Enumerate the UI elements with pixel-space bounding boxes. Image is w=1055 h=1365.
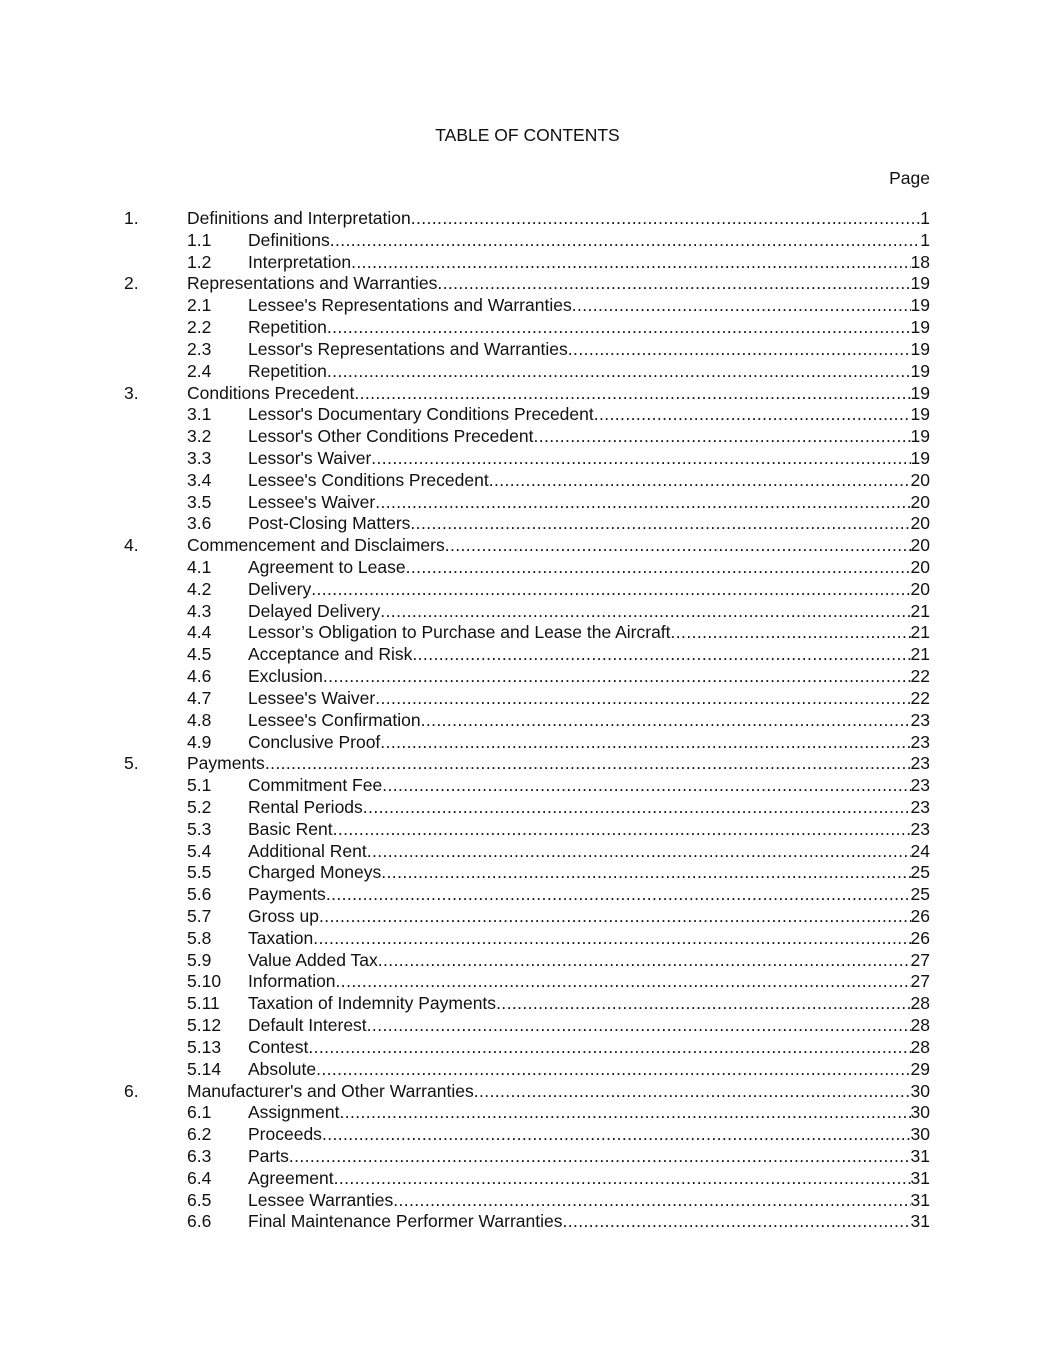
toc-section-2[interactable] <box>0 273 1055 295</box>
toc-entry-number: 6.5 <box>187 1189 212 1210</box>
toc-entry-page: 23 <box>910 753 930 774</box>
toc-entry-page: 22 <box>910 687 930 708</box>
toc-entry-page: 20 <box>910 513 930 534</box>
dot-leader <box>496 993 910 1015</box>
toc-entry-number: 5.6 <box>187 884 212 905</box>
toc-entry-leader <box>248 448 930 470</box>
toc-entry-leader <box>248 230 930 252</box>
toc-subsection-1-2[interactable] <box>0 252 1055 274</box>
toc-entry-page: 24 <box>910 840 930 861</box>
toc-entry-page: 30 <box>910 1080 930 1101</box>
toc-entry-page: 28 <box>910 1015 930 1036</box>
toc-subsection-4-5[interactable] <box>0 644 1055 666</box>
toc-entry-number: 5.5 <box>187 862 212 883</box>
toc-entry-leader <box>248 1190 930 1212</box>
table-of-contents <box>0 208 1055 1233</box>
toc-entry-number: 5.8 <box>187 927 212 948</box>
dot-leader <box>406 557 911 579</box>
toc-entry-number: 5.4 <box>187 840 212 861</box>
toc-entry-page: 29 <box>910 1058 930 1079</box>
toc-entry-number: 4.7 <box>187 687 212 708</box>
toc-entry-number: 3.1 <box>187 404 212 425</box>
toc-subsection-3-2[interactable] <box>0 426 1055 448</box>
toc-entry-page: 18 <box>910 251 930 272</box>
toc-entry-page: 30 <box>910 1102 930 1123</box>
toc-entry-number: 6.1 <box>187 1102 212 1123</box>
toc-entry-number: 5.2 <box>187 796 212 817</box>
toc-entry-title: Delivery <box>248 578 312 599</box>
toc-subsection-3-6[interactable] <box>0 513 1055 535</box>
toc-entry-leader <box>248 797 930 819</box>
toc-entry-leader <box>248 666 930 688</box>
toc-entry-page: 23 <box>910 731 930 752</box>
toc-subsection-4-2[interactable] <box>0 579 1055 601</box>
toc-entry-number: 3.6 <box>187 513 212 534</box>
toc-entry-title: Charged Moneys <box>248 862 382 883</box>
toc-entry-number: 5.7 <box>187 906 212 926</box>
dot-leader <box>410 513 910 535</box>
toc-entry-number: 5.10 <box>187 971 222 992</box>
toc-entry-number: 5.13 <box>187 1036 222 1057</box>
dot-leader <box>380 601 910 623</box>
toc-entry-number: 2.2 <box>187 317 212 338</box>
toc-subsection-3-4[interactable] <box>0 470 1055 492</box>
toc-subsection-4-8[interactable] <box>0 710 1055 732</box>
toc-entry-leader <box>248 1211 930 1233</box>
toc-entry-title: Parts <box>248 1145 289 1166</box>
toc-subsection-5-12[interactable] <box>0 1015 1055 1037</box>
toc-entry-page: 25 <box>910 884 930 905</box>
dot-leader <box>371 448 910 470</box>
toc-subsection-2-2[interactable] <box>0 317 1055 339</box>
dot-leader <box>367 1015 911 1037</box>
toc-entry-leader <box>248 361 930 383</box>
toc-entry-leader <box>248 841 930 863</box>
dot-leader <box>671 622 911 644</box>
toc-entry-title: Payments <box>187 753 265 774</box>
dot-leader <box>311 579 910 601</box>
toc-entry-number: 1.1 <box>187 229 212 250</box>
toc-entry-number: 4.3 <box>187 600 212 621</box>
toc-entry-title: Gross up <box>248 906 319 926</box>
toc-entry-page: 21 <box>910 644 930 665</box>
dot-leader <box>363 797 911 819</box>
toc-entry-page: 19 <box>910 360 930 381</box>
toc-entry-title: Taxation <box>248 927 314 948</box>
toc-entry-number: 5.14 <box>187 1058 222 1079</box>
toc-entry-title: Lessee's Confirmation <box>248 709 421 730</box>
toc-entry-leader <box>248 644 930 666</box>
toc-subsection-4-4[interactable] <box>0 622 1055 644</box>
dot-leader <box>375 492 910 514</box>
dot-leader <box>412 644 910 666</box>
toc-entry-title: Lessee's Waiver <box>248 687 376 708</box>
toc-entry-page: 19 <box>910 426 930 447</box>
toc-entry-leader <box>248 513 930 535</box>
toc-entry-page: 26 <box>910 927 930 948</box>
dot-leader <box>316 1059 910 1081</box>
toc-subsection-3-5[interactable] <box>0 492 1055 514</box>
toc-entry-number: 6.6 <box>187 1211 212 1232</box>
toc-subsection-5-4[interactable] <box>0 841 1055 863</box>
toc-entry-leader <box>248 688 930 710</box>
toc-entry-leader <box>248 470 930 492</box>
toc-entry-page: 20 <box>910 469 930 490</box>
toc-entry-page: 23 <box>910 709 930 730</box>
dot-leader <box>322 1124 911 1146</box>
toc-entry-page: 19 <box>910 273 930 294</box>
toc-entry-title: Delayed Delivery <box>248 600 381 621</box>
toc-subsection-4-7[interactable] <box>0 688 1055 710</box>
dot-leader <box>393 1190 910 1212</box>
toc-entry-page: 1 <box>920 229 930 250</box>
dot-leader <box>330 230 921 252</box>
toc-subsection-6-1[interactable] <box>0 1102 1055 1124</box>
toc-entry-leader <box>248 339 930 361</box>
toc-entry-page: 28 <box>910 1036 930 1057</box>
toc-entry-page: 23 <box>910 775 930 796</box>
toc-subsection-5-11[interactable] <box>0 993 1055 1015</box>
toc-entry-title: Commencement and Disclaimers <box>187 535 445 556</box>
toc-entry-page: 22 <box>910 666 930 687</box>
dot-leader <box>533 426 910 448</box>
toc-subsection-4-3[interactable] <box>0 601 1055 623</box>
toc-subsection-5-14[interactable] <box>0 1059 1055 1081</box>
toc-entry-title: Proceeds <box>248 1124 322 1145</box>
dot-leader <box>327 361 911 383</box>
dot-leader <box>351 252 910 274</box>
dot-leader <box>333 819 911 841</box>
toc-subsection-5-8[interactable] <box>0 928 1055 950</box>
toc-entry-number: 3.5 <box>187 491 212 512</box>
toc-entry-page: 23 <box>910 796 930 817</box>
toc-entry-leader <box>248 928 930 950</box>
toc-entry-title: Acceptance and Risk <box>248 644 413 665</box>
toc-entry-page: 25 <box>910 862 930 883</box>
dot-leader <box>411 208 921 230</box>
toc-entry-page: 20 <box>910 557 930 577</box>
toc-entry-leader <box>248 1059 930 1081</box>
toc-entry-leader <box>248 1037 930 1059</box>
dot-leader <box>334 1168 911 1190</box>
toc-entry-page: 19 <box>910 317 930 338</box>
dot-leader <box>474 1081 911 1103</box>
toc-entry-leader <box>248 950 930 972</box>
toc-entry-leader <box>187 1081 930 1103</box>
toc-entry-number: 5. <box>124 753 139 774</box>
toc-entry-number: 4.9 <box>187 731 212 752</box>
dot-leader <box>380 732 910 754</box>
toc-subsection-3-1[interactable] <box>0 404 1055 426</box>
dot-leader <box>489 470 911 492</box>
toc-entry-title: Lessor's Other Conditions Precedent <box>248 426 534 447</box>
dot-leader <box>594 404 911 426</box>
toc-entry-title: Taxation of Indemnity Payments <box>248 993 497 1014</box>
toc-entry-title: Repetition <box>248 317 327 338</box>
dot-leader <box>336 971 911 993</box>
toc-entry-leader <box>248 557 930 579</box>
toc-entry-leader <box>248 579 930 601</box>
toc-entry-title: Exclusion <box>248 666 323 687</box>
toc-entry-number: 6.2 <box>187 1124 212 1145</box>
dot-leader <box>568 339 911 361</box>
toc-entry-page: 27 <box>910 971 930 992</box>
toc-subsection-4-9[interactable] <box>0 732 1055 754</box>
toc-entry-title: Default Interest <box>248 1015 367 1036</box>
toc-entry-title: Final Maintenance Performer Warranties <box>248 1211 563 1232</box>
toc-entry-leader <box>248 252 930 274</box>
toc-entry-number: 5.12 <box>187 1015 222 1036</box>
toc-entry-number: 6. <box>124 1080 139 1101</box>
toc-entry-number: 2.4 <box>187 360 212 381</box>
toc-entry-number: 4.5 <box>187 644 212 665</box>
toc-subsection-5-5[interactable] <box>0 862 1055 884</box>
toc-subsection-2-4[interactable] <box>0 361 1055 383</box>
toc-entry-title: Absolute <box>248 1058 317 1079</box>
toc-entry-title: Contest <box>248 1036 309 1057</box>
toc-subsection-5-7[interactable] <box>0 906 1055 928</box>
toc-entry-page: 19 <box>910 382 930 403</box>
dot-leader <box>339 1102 910 1124</box>
toc-entry-title: Lessee's Waiver <box>248 491 376 512</box>
toc-entry-leader <box>248 317 930 339</box>
toc-entry-title: Lessor's Documentary Conditions Precedent <box>248 404 594 425</box>
toc-entry-number: 2.1 <box>187 295 212 316</box>
toc-section-4[interactable] <box>0 535 1055 557</box>
toc-entry-leader <box>248 1146 930 1168</box>
toc-entry-title: Definitions <box>248 229 330 250</box>
toc-entry-leader <box>248 775 930 797</box>
toc-subsection-3-3[interactable] <box>0 448 1055 470</box>
toc-entry-number: 4.4 <box>187 622 212 643</box>
toc-entry-title: Lessee Warranties <box>248 1189 394 1210</box>
dot-leader <box>375 688 910 710</box>
toc-entry-number: 5.3 <box>187 818 212 839</box>
toc-entry-number: 5.1 <box>187 775 212 796</box>
dot-leader <box>319 906 911 928</box>
toc-subsection-4-1[interactable] <box>0 557 1055 579</box>
toc-entry-page: 31 <box>910 1145 930 1166</box>
dot-leader <box>437 273 910 295</box>
toc-entry-page: 1 <box>920 208 930 228</box>
toc-subsection-6-4[interactable] <box>0 1168 1055 1190</box>
toc-entry-number: 3.2 <box>187 426 212 447</box>
toc-entry-title: Conditions Precedent <box>187 382 355 403</box>
toc-entry-title: Payments <box>248 884 326 905</box>
toc-section-1[interactable] <box>0 208 1055 230</box>
toc-entry-leader <box>187 273 930 295</box>
toc-entry-number: 3.3 <box>187 447 212 468</box>
toc-section-3[interactable] <box>0 383 1055 405</box>
toc-entry-page: 19 <box>910 295 930 316</box>
toc-entry-leader <box>248 492 930 514</box>
toc-entry-leader <box>248 622 930 644</box>
toc-subsection-2-3[interactable] <box>0 339 1055 361</box>
toc-entry-leader <box>248 1168 930 1190</box>
toc-entry-number: 4.1 <box>187 557 212 577</box>
toc-entry-page: 31 <box>910 1167 930 1188</box>
toc-entry-number: 2.3 <box>187 338 212 359</box>
toc-subsection-5-3[interactable] <box>0 819 1055 841</box>
toc-entry-leader <box>248 993 930 1015</box>
toc-entry-page: 19 <box>910 447 930 468</box>
toc-entry-title: Assignment <box>248 1102 340 1123</box>
toc-entry-leader <box>248 862 930 884</box>
toc-subsection-1-1[interactable] <box>0 230 1055 252</box>
toc-entry-title: Definitions and Interpretation <box>187 208 411 228</box>
toc-entry-title: Interpretation <box>248 251 352 272</box>
toc-entry-leader <box>248 295 930 317</box>
dot-leader <box>323 666 911 688</box>
toc-entry-page: 31 <box>910 1189 930 1210</box>
toc-entry-page: 30 <box>910 1124 930 1145</box>
toc-entry-leader <box>187 383 930 405</box>
toc-entry-number: 4.6 <box>187 666 212 687</box>
dot-leader <box>367 841 911 863</box>
toc-entry-number: 1.2 <box>187 251 212 272</box>
toc-section-5[interactable] <box>0 753 1055 775</box>
toc-entry-page: 23 <box>910 818 930 839</box>
toc-entry-page: 28 <box>910 993 930 1014</box>
toc-entry-page: 20 <box>910 578 930 599</box>
toc-entry-title: Post-Closing Matters <box>248 513 411 534</box>
toc-entry-title: Additional Rent <box>248 840 367 861</box>
dot-leader <box>289 1146 911 1168</box>
dot-leader <box>562 1211 910 1233</box>
dot-leader <box>382 775 910 797</box>
toc-entry-page: 21 <box>910 622 930 643</box>
toc-entry-title: Conclusive Proof <box>248 731 381 752</box>
toc-entry-title: Manufacturer's and Other Warranties <box>187 1080 474 1101</box>
toc-entry-page: 19 <box>910 404 930 425</box>
toc-entry-title: Lessor's Representations and Warranties <box>248 338 568 359</box>
toc-entry-title: Lessor’s Obligation to Purchase and Lease the Aircraft <box>248 622 671 643</box>
toc-section-6[interactable] <box>0 1081 1055 1103</box>
toc-entry-number: 1. <box>124 208 139 228</box>
toc-subsection-5-6[interactable] <box>0 884 1055 906</box>
dot-leader <box>381 862 910 884</box>
toc-entry-page: 19 <box>910 338 930 359</box>
toc-entry-leader <box>248 710 930 732</box>
toc-subsection-6-3[interactable] <box>0 1146 1055 1168</box>
page-title: TABLE OF CONTENTS <box>435 125 620 145</box>
toc-entry-number: 4.8 <box>187 709 212 730</box>
toc-entry-page: 27 <box>910 949 930 970</box>
toc-entry-leader <box>248 1124 930 1146</box>
toc-entry-leader <box>248 601 930 623</box>
toc-subsection-5-13[interactable] <box>0 1037 1055 1059</box>
toc-entry-leader <box>248 884 930 906</box>
toc-entry-page: 31 <box>910 1211 930 1232</box>
toc-entry-leader <box>248 426 930 448</box>
toc-entry-leader <box>248 906 930 928</box>
toc-entry-title: Agreement <box>248 1167 334 1188</box>
toc-entry-leader <box>248 404 930 426</box>
toc-entry-leader <box>248 732 930 754</box>
dot-leader <box>308 1037 910 1059</box>
dot-leader <box>265 753 911 775</box>
toc-subsection-6-6[interactable] <box>0 1211 1055 1233</box>
toc-subsection-5-9[interactable] <box>0 950 1055 972</box>
toc-entry-title: Lessee's Representations and Warranties <box>248 295 572 316</box>
dot-leader <box>327 317 911 339</box>
toc-entry-leader <box>248 1015 930 1037</box>
dot-leader <box>326 884 911 906</box>
toc-subsection-5-10[interactable] <box>0 971 1055 993</box>
toc-entry-number: 3. <box>124 382 139 403</box>
toc-entry-title: Representations and Warranties <box>187 273 438 294</box>
toc-subsection-2-1[interactable] <box>0 295 1055 317</box>
toc-entry-title: Lessor's Waiver <box>248 447 372 468</box>
toc-entry-number: 6.4 <box>187 1167 212 1188</box>
toc-entry-number: 2. <box>124 273 139 294</box>
toc-subsection-5-1[interactable] <box>0 775 1055 797</box>
dot-leader <box>354 383 910 405</box>
toc-entry-leader <box>248 971 930 993</box>
toc-entry-number: 5.9 <box>187 949 212 970</box>
toc-subsection-5-2[interactable] <box>0 797 1055 819</box>
toc-entry-title: Information <box>248 971 336 992</box>
toc-entry-title: Lessee's Conditions Precedent <box>248 469 489 490</box>
toc-entry-title: Rental Periods <box>248 796 363 817</box>
toc-entry-title: Basic Rent <box>248 818 333 839</box>
toc-entry-leader <box>187 208 930 230</box>
toc-subsection-6-2[interactable] <box>0 1124 1055 1146</box>
toc-entry-title: Commitment Fee <box>248 775 383 796</box>
toc-entry-title: Agreement to Lease <box>248 557 406 577</box>
toc-entry-page: 20 <box>910 535 930 556</box>
dot-leader <box>378 950 911 972</box>
toc-entry-number: 4.2 <box>187 578 212 599</box>
dot-leader <box>445 535 911 557</box>
toc-entry-number: 6.3 <box>187 1145 212 1166</box>
toc-entry-number: 3.4 <box>187 469 212 490</box>
toc-entry-number: 5.11 <box>187 993 220 1014</box>
toc-entry-title: Repetition <box>248 360 327 381</box>
toc-entry-number: 4. <box>124 535 139 556</box>
toc-entry-page: 21 <box>910 600 930 621</box>
dot-leader <box>421 710 911 732</box>
toc-subsection-4-6[interactable] <box>0 666 1055 688</box>
dot-leader <box>313 928 910 950</box>
toc-entry-leader <box>248 819 930 841</box>
toc-entry-page: 26 <box>910 906 930 926</box>
toc-entry-page: 20 <box>910 491 930 512</box>
toc-entry-leader <box>187 753 930 775</box>
dot-leader <box>572 295 911 317</box>
toc-entry-leader <box>248 1102 930 1124</box>
toc-entry-title: Value Added Tax <box>248 949 378 970</box>
page-column-header: Page <box>889 168 930 188</box>
toc-entry-leader <box>187 535 930 557</box>
toc-subsection-6-5[interactable] <box>0 1190 1055 1212</box>
